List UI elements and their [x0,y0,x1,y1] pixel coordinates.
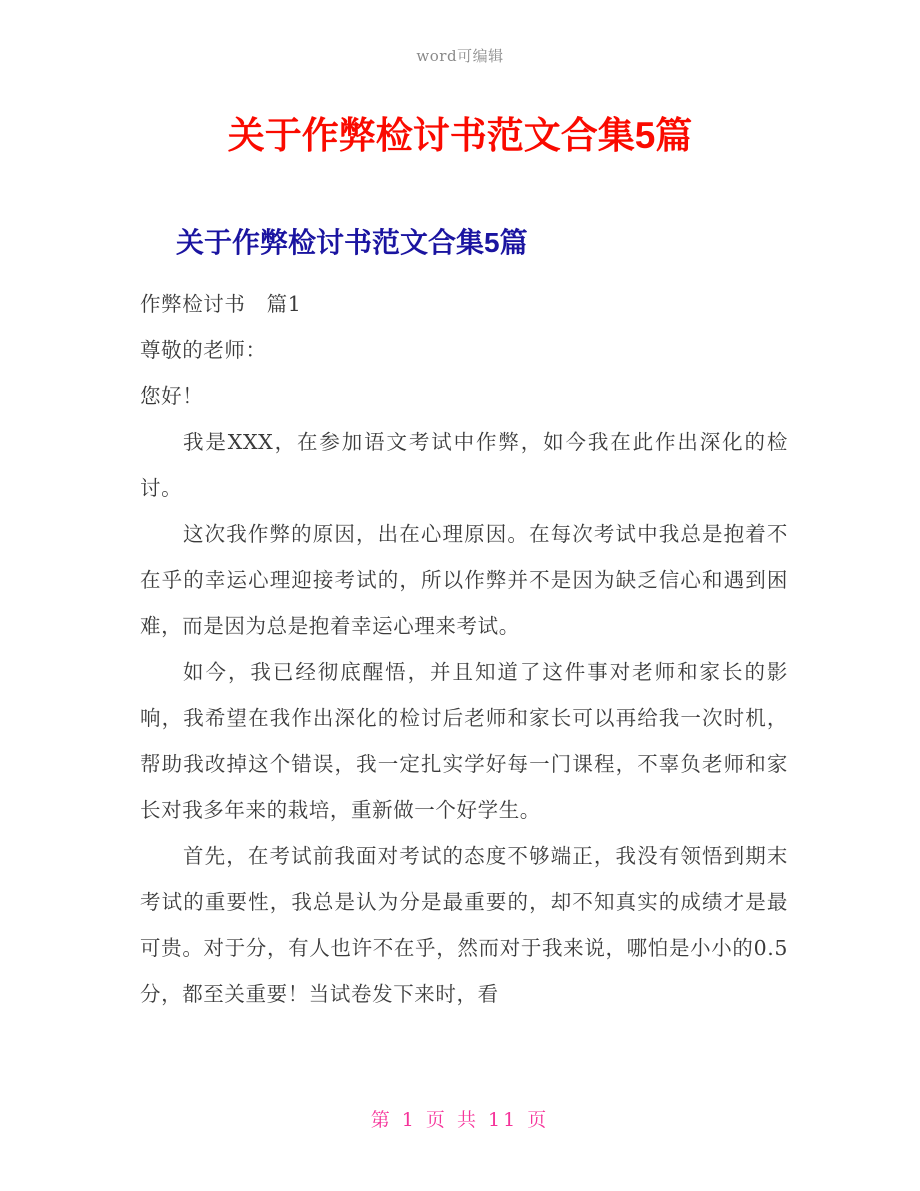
body-paragraph: 首先，在考试前我面对考试的态度不够端正，我没有领悟到期末考试的重要性，我总是认为分是最重要的，却不知真实的成绩才是最可贵。对于分，有人也许不在乎，然而对于我来说，哪怕是小小的0.5分，都至关重要！当试卷发下来时，看 [140,844,788,1006]
greeting-line: 您好！ [140,384,204,408]
document-body [140,281,788,1017]
page-number-footer: 第 1 页 共 11 页 [370,1109,550,1131]
salutation-line: 尊敬的老师： [140,338,267,362]
body-paragraph: 如今，我已经彻底醒悟，并且知道了这件事对老师和家长的影响，我希望在我作出深化的检讨后老师和家长可以再给我一次时机，帮助我改掉这个错误，我一定扎实学好每一门课程，不辜负老师和家长对我多年来的栽培，重新做一个好学生。 [140,660,788,822]
document-title-red: 关于作弊检讨书范文合集5篇 [227,115,693,156]
section-heading: 作弊检讨书 篇1 [140,292,302,316]
body-paragraph: 这次我作弊的原因，出在心理原因。在每次考试中我总是抱着不在乎的幸运心理迎接考试的，所以作弊并不是因为缺乏信心和遇到困难，而是因为总是抱着幸运心理来考试。 [140,522,788,638]
page-header-watermark: word可编辑 [416,47,504,65]
body-paragraph: 我是XXX，在参加语文考试中作弊，如今我在此作出深化的检讨。 [140,430,788,500]
document-subtitle-blue: 关于作弊检讨书范文合集5篇 [176,227,528,258]
